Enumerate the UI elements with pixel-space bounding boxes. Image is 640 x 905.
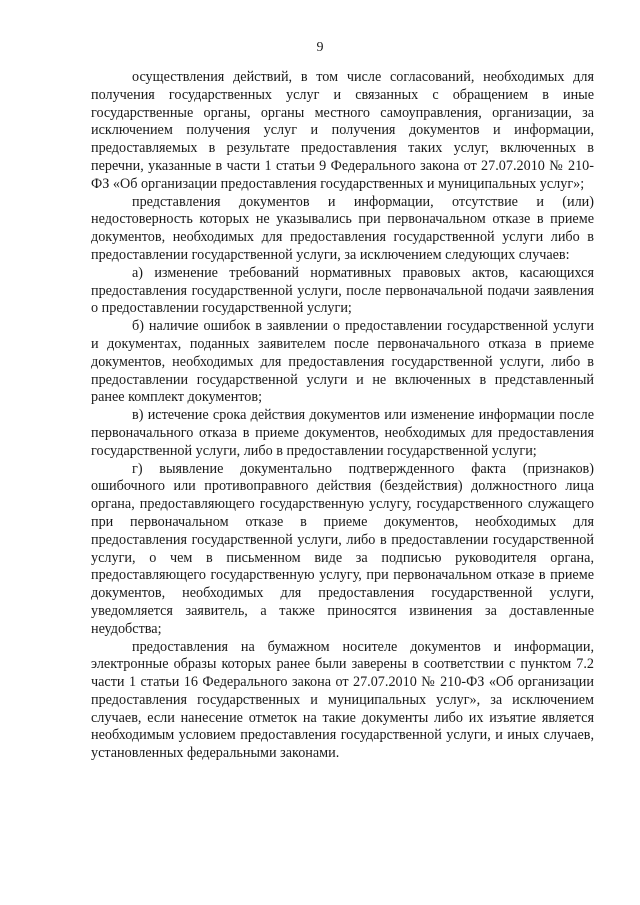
page-number: 9 [316,40,324,55]
paragraph-4: б) наличие ошибок в заявлении о предоставлении государственной услуги и документах, поданных заявителем после первоначального отказа в приеме документов, необходимых для предоставления государственной услуги, либо в предоставлении государственной услуги и не включенных в представленный ранее комплект документов; [91,318,594,406]
paragraph-3: а) изменение требований нормативных правовых актов, касающихся предоставления государственной услуги, после первоначальной подачи заявления о предоставлении государственной услуги; [91,264,594,317]
document-body [91,69,594,763]
paragraph-2: представления документов и информации, отсутствие и (или) недостоверность которых не указывались при первоначальном отказе в приеме документов, необходимых для предоставления государственной услуги либо в предоставлении государственной услуги, за исключением следующих случаев: [91,193,594,263]
paragraph-6: г) выявление документально подтвержденного факта (признаков) ошибочного или противоправного действия (бездействия) должностного лица органа, предоставляющего государственную услугу, государственного служащего при первоначальном отказе в приеме документов, необходимых для предоставления государственной услуги, либо в предоставлении государственной услуги, о чем в письменном виде за подписью руководителя органа, предоставляющего государственную услугу, при первоначальном отказе в приеме документов, необходимых для предоставления государственной услуги, уведомляется заявитель, а также приносятся извинения за доставленные неудобства; [91,460,594,637]
paragraph-7: предоставления на бумажном носителе документов и информации, электронные образы которых ранее были заверены в соответствии с пунктом 7.2 части 1 статьи 16 Федерального закона от 27.07.2010 № 210-ФЗ «Об организации предоставления государственных и муниципальных услуг», за исключением случаев, если нанесение отметок на такие документы либо их изъятие является необходимым условием предоставления государственной услуги, и иных случаев, установленных федеральными законами. [91,638,594,762]
paragraph-1: осуществления действий, в том числе согласований, необходимых для получения государственных услуг и связанных с обращением в иные государственные органы, органы местного самоуправления, организации, за исключением получения услуг и получения документов и информации, предоставляемых в результате предоставления таких услуг, включенных в перечни, указанные в части 1 статьи 9 Федерального закона от 27.07.2010 № 210-ФЗ «Об организации предоставления государственных и муниципальных услуг»; [91,69,594,192]
paragraph-5: в) истечение срока действия документов или изменение информации после первоначального отказа в приеме документов, необходимых для предоставления государственной услуги, либо в предоставлении государственной услуги; [91,407,594,459]
